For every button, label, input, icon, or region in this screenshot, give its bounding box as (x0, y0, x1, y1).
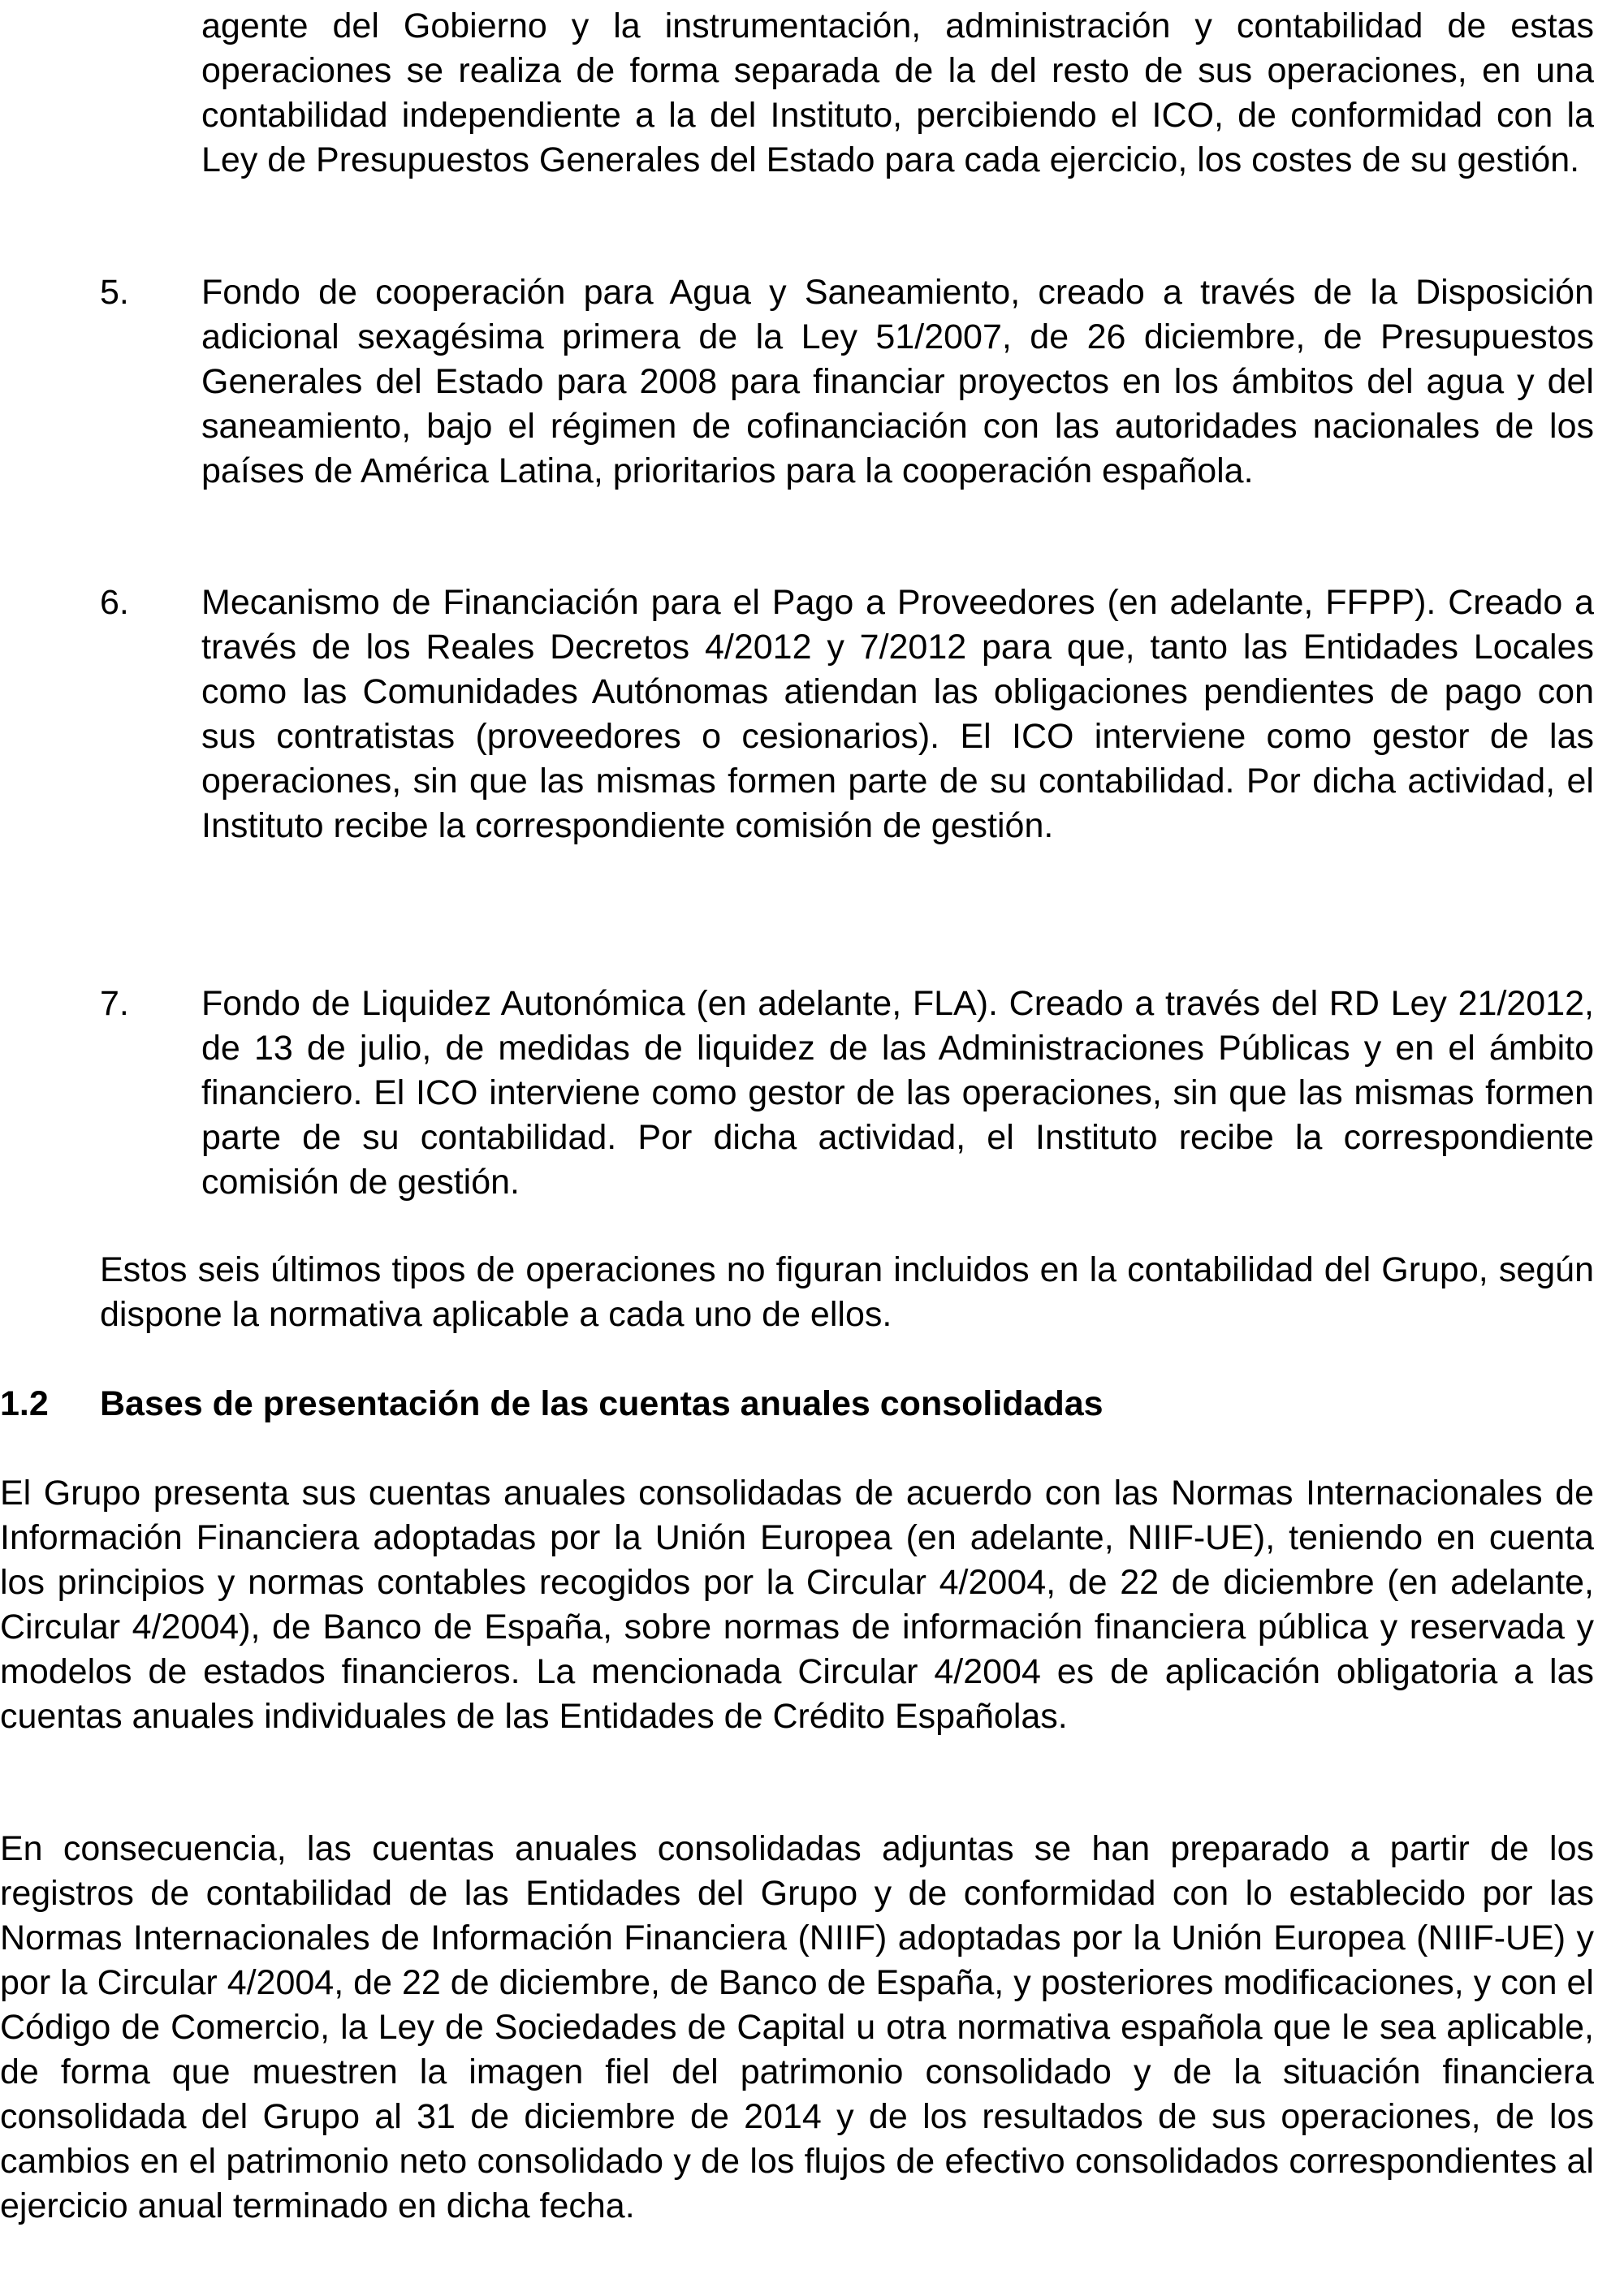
list-item-5-text: Fondo de cooperación para Agua y Saneamiento, creado a través de la Disposición adicional sexagésima primera de la Ley 51/2007, de 26 diciembre, de Presupuestos Generales del Estado para 2008 para financiar proyectos en los ámbitos del agua y del saneamiento, bajo el régimen de cofinanciación con las autoridades nacionales de los países de América Latina, prioritarios para la cooperación española. (201, 273, 1594, 490)
section-paragraph-2: En consecuencia, las cuentas anuales consolidadas adjuntas se han preparado a partir de los registros de contabilidad de las Entidades del Grupo y de conformidad con lo establecido por las Normas Internacionales de Información Financiera (NIIF) adoptadas por la Unión Europea (NIIF-UE) y por la Circular 4/2004, de 22 de diciembre, de Banco de España, y posteriores modificaciones, y con el Código de Comercio, la Ley de Sociedades de Capital u otra normativa española que le sea aplicable, de forma que muestren la imagen fiel del patrimonio consolidado y de la situación financiera consolidada del Grupo al 31 de diciembre de 2014 y de los resultados de sus operaciones, de los cambios en el patrimonio neto consolidado y de los flujos de efectivo consolidados correspondientes al ejercicio anual terminado en dicha fecha. (0, 1829, 1594, 2225)
list-item-6-text: Mecanismo de Financiación para el Pago a Proveedores (en adelante, FFPP). Creado a través de los Reales Decretos 4/2012 y 7/2012 para que, tanto las Entidades Locales como las Comunidades Autónomas atiendan las obligaciones pendientes de pago con sus contratistas (proveedores o cesionarios). El ICO interviene como gestor de las operaciones, sin que las mismas formen parte de su contabilidad. Por dicha actividad, el Instituto recibe la correspondiente comisión de gestión. (201, 583, 1594, 845)
list-item-7-text: Fondo de Liquidez Autonómica (en adelante, FLA). Creado a través del RD Ley 21/2012, de 13 de julio, de medidas de liquidez de las Administraciones Públicas y en el ámbito financiero. El ICO interviene como gestor de las operaciones, sin que las mismas formen parte de su contabilidad. Por dicha actividad, el Instituto recibe la correspondiente comisión de gestión. (201, 984, 1594, 1202)
closing-list-paragraph: Estos seis últimos tipos de operaciones no figuran incluidos en la contabilidad del Grupo, según dispone la normativa aplicable a cada uno de ellos. (100, 1250, 1594, 1334)
list-item-number-6: 6. (100, 583, 129, 622)
list-item-number-5: 5. (100, 273, 129, 312)
section-number: 1.2 (0, 1384, 49, 1423)
intro-continuation-paragraph: agente del Gobierno y la instrumentación, administración y contabilidad de estas operaciones se realiza de forma separada de la del resto de sus operaciones, en una contabilidad independiente a la del Instituto, percibiendo el ICO, de conformidad con la Ley de Presupuestos Generales del Estado para cada ejercicio, los costes de su gestión. (201, 6, 1594, 179)
list-item-number-7: 7. (100, 984, 129, 1023)
section-paragraph-1: El Grupo presenta sus cuentas anuales consolidadas de acuerdo con las Normas Internacionales de Información Financiera adoptadas por la Unión Europea (en adelante, NIIF-UE), teniendo en cuenta los principios y normas contables recogidos por la Circular 4/2004, de 22 de diciembre (en adelante, Circular 4/2004), de Banco de España, sobre normas de información financiera pública y reservada y modelos de estados financieros. La mencionada Circular 4/2004 es de aplicación obligatoria a las cuentas anuales individuales de las Entidades de Crédito Españolas. (0, 1474, 1594, 1736)
section-title: Bases de presentación de las cuentas anuales consolidadas (100, 1384, 1104, 1423)
